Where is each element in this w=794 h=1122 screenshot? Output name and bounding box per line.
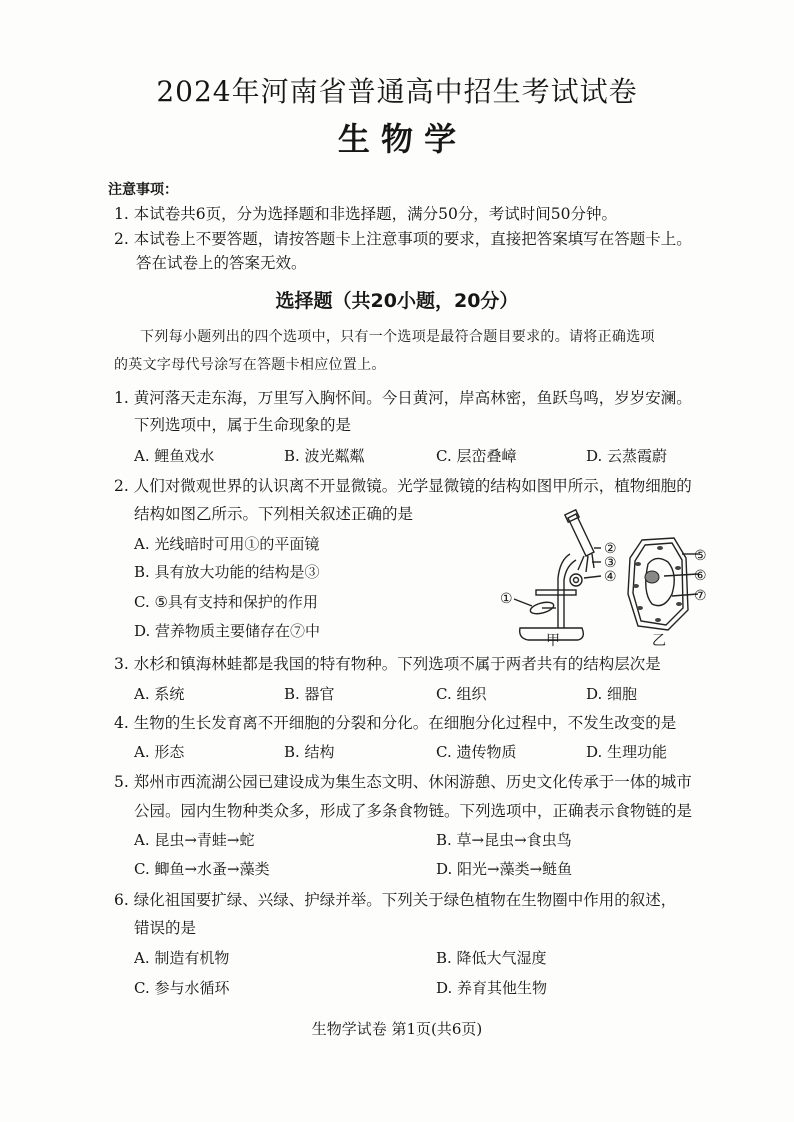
q5-option-b: B. 草→昆虫→食虫鸟 bbox=[436, 831, 572, 849]
q2-stem-line-2: 结构如图乙所示。下列相关叙述正确的是 bbox=[134, 505, 414, 523]
figure-caption-a: 甲 bbox=[546, 633, 560, 649]
q3-stem: 3. 水杉和镇海林蛙都是我国的特有物种。下列选项不属于两者共有的结构层次是 bbox=[114, 655, 661, 673]
plant-cell-figure bbox=[624, 534, 702, 634]
section-title: 选择题（共20小题，20分） bbox=[275, 290, 519, 312]
q4-option-a: A. 形态 bbox=[134, 743, 185, 761]
q5-option-c: C. 鲫鱼→水蚤→藻类 bbox=[134, 860, 270, 878]
q2-option-d: D. 营养物质主要储存在⑦中 bbox=[134, 622, 321, 640]
q1-option-a: A. 鲤鱼戏水 bbox=[134, 447, 215, 465]
q1-option-c: C. 层峦叠嶂 bbox=[436, 447, 517, 465]
exam-title: 2024年河南省普通高中招生考试试卷 bbox=[156, 75, 638, 108]
cell-label-6: ⑥ bbox=[694, 568, 707, 584]
q6-option-b: B. 降低大气湿度 bbox=[436, 949, 547, 967]
microscope-label-1: ① bbox=[500, 591, 513, 607]
notice-item-2: 2. 本试卷上不要答题，请按答题卡上注意事项的要求，直接把答案填写在答题卡上。 bbox=[114, 230, 692, 248]
page-footer: 生物学试卷 第1页(共6页) bbox=[311, 1020, 483, 1038]
figure-caption-b: 乙 bbox=[652, 633, 666, 649]
q1-option-d: D. 云蒸霞蔚 bbox=[586, 447, 668, 465]
q3-option-d: D. 细胞 bbox=[586, 685, 638, 703]
q5-stem-line-1: 5. 郑州市西流湖公园已建设成为集生态文明、休闲游憩、历史文化传承于一体的城市 bbox=[114, 773, 692, 791]
q2-option-c: C. ⑤具有支持和保护的作用 bbox=[134, 593, 318, 611]
q2-stem-line-1: 2. 人们对微观世界的认识离不开显微镜。光学显微镜的结构如图甲所示，植物细胞的 bbox=[114, 477, 692, 495]
q3-option-b: B. 器官 bbox=[284, 685, 335, 703]
q4-stem: 4. 生物的生长发育离不开细胞的分裂和分化。在细胞分化过程中，不发生改变的是 bbox=[114, 714, 677, 732]
q1-stem-line-2: 下列选项中，属于生命现象的是 bbox=[134, 416, 352, 434]
q6-option-d: D. 养育其他生物 bbox=[436, 979, 548, 997]
q3-option-c: C. 组织 bbox=[436, 685, 487, 703]
q5-option-a: A. 昆虫→青蛙→蛇 bbox=[134, 831, 255, 849]
instructions-line-2: 的英文字母代号涂写在答题卡相应位置上。 bbox=[114, 357, 386, 373]
instructions-line-1: 下列每小题列出的四个选项中，只有一个选项是最符合题目要求的。请将正确选项 bbox=[140, 329, 655, 345]
q4-option-b: B. 结构 bbox=[284, 743, 335, 761]
cell-label-7: ⑦ bbox=[694, 588, 707, 604]
q4-option-c: C. 遗传物质 bbox=[436, 743, 517, 761]
q1-option-b: B. 波光粼粼 bbox=[284, 447, 365, 465]
notice-item-1: 1. 本试卷共6页，分为选择题和非选择题，满分50分，考试时间50分钟。 bbox=[114, 205, 618, 223]
q4-option-d: D. 生理功能 bbox=[586, 743, 668, 761]
q6-stem-line-2: 错误的是 bbox=[134, 919, 197, 937]
q6-option-a: A. 制造有机物 bbox=[134, 949, 230, 967]
subject-title: 生 物 学 bbox=[337, 120, 457, 158]
q2-option-a: A. 光线暗时可用①的平面镜 bbox=[134, 535, 320, 553]
q6-stem-line-1: 6. 绿化祖国要扩绿、兴绿、护绿并举。下列关于绿色植物在生物圈中作用的叙述， bbox=[114, 891, 677, 909]
q3-option-a: A. 系统 bbox=[134, 685, 185, 703]
q1-stem-line-1: 1. 黄河落天走东海，万里写入胸怀间。今日黄河，岸高林密，鱼跃鸟鸣，岁岁安澜。 bbox=[114, 389, 692, 407]
cell-label-5: ⑤ bbox=[694, 548, 707, 564]
microscope-label-4: ④ bbox=[604, 569, 617, 585]
q5-stem-line-2: 公园。园内生物种类众多，形成了多条食物链。下列选项中，正确表示食物链的是 bbox=[134, 802, 693, 820]
q2-option-b: B. 具有放大功能的结构是③ bbox=[134, 563, 320, 581]
microscope-label-2: ② bbox=[604, 541, 617, 557]
q5-option-d: D. 阳光→藻类→鲢鱼 bbox=[436, 860, 573, 878]
q6-option-c: C. 参与水循环 bbox=[134, 979, 230, 997]
microscope-label-3: ③ bbox=[604, 555, 617, 571]
notice-item-2-cont: 答在试卷上的答案无效。 bbox=[136, 254, 307, 272]
notice-heading: 注意事项： bbox=[108, 182, 178, 198]
